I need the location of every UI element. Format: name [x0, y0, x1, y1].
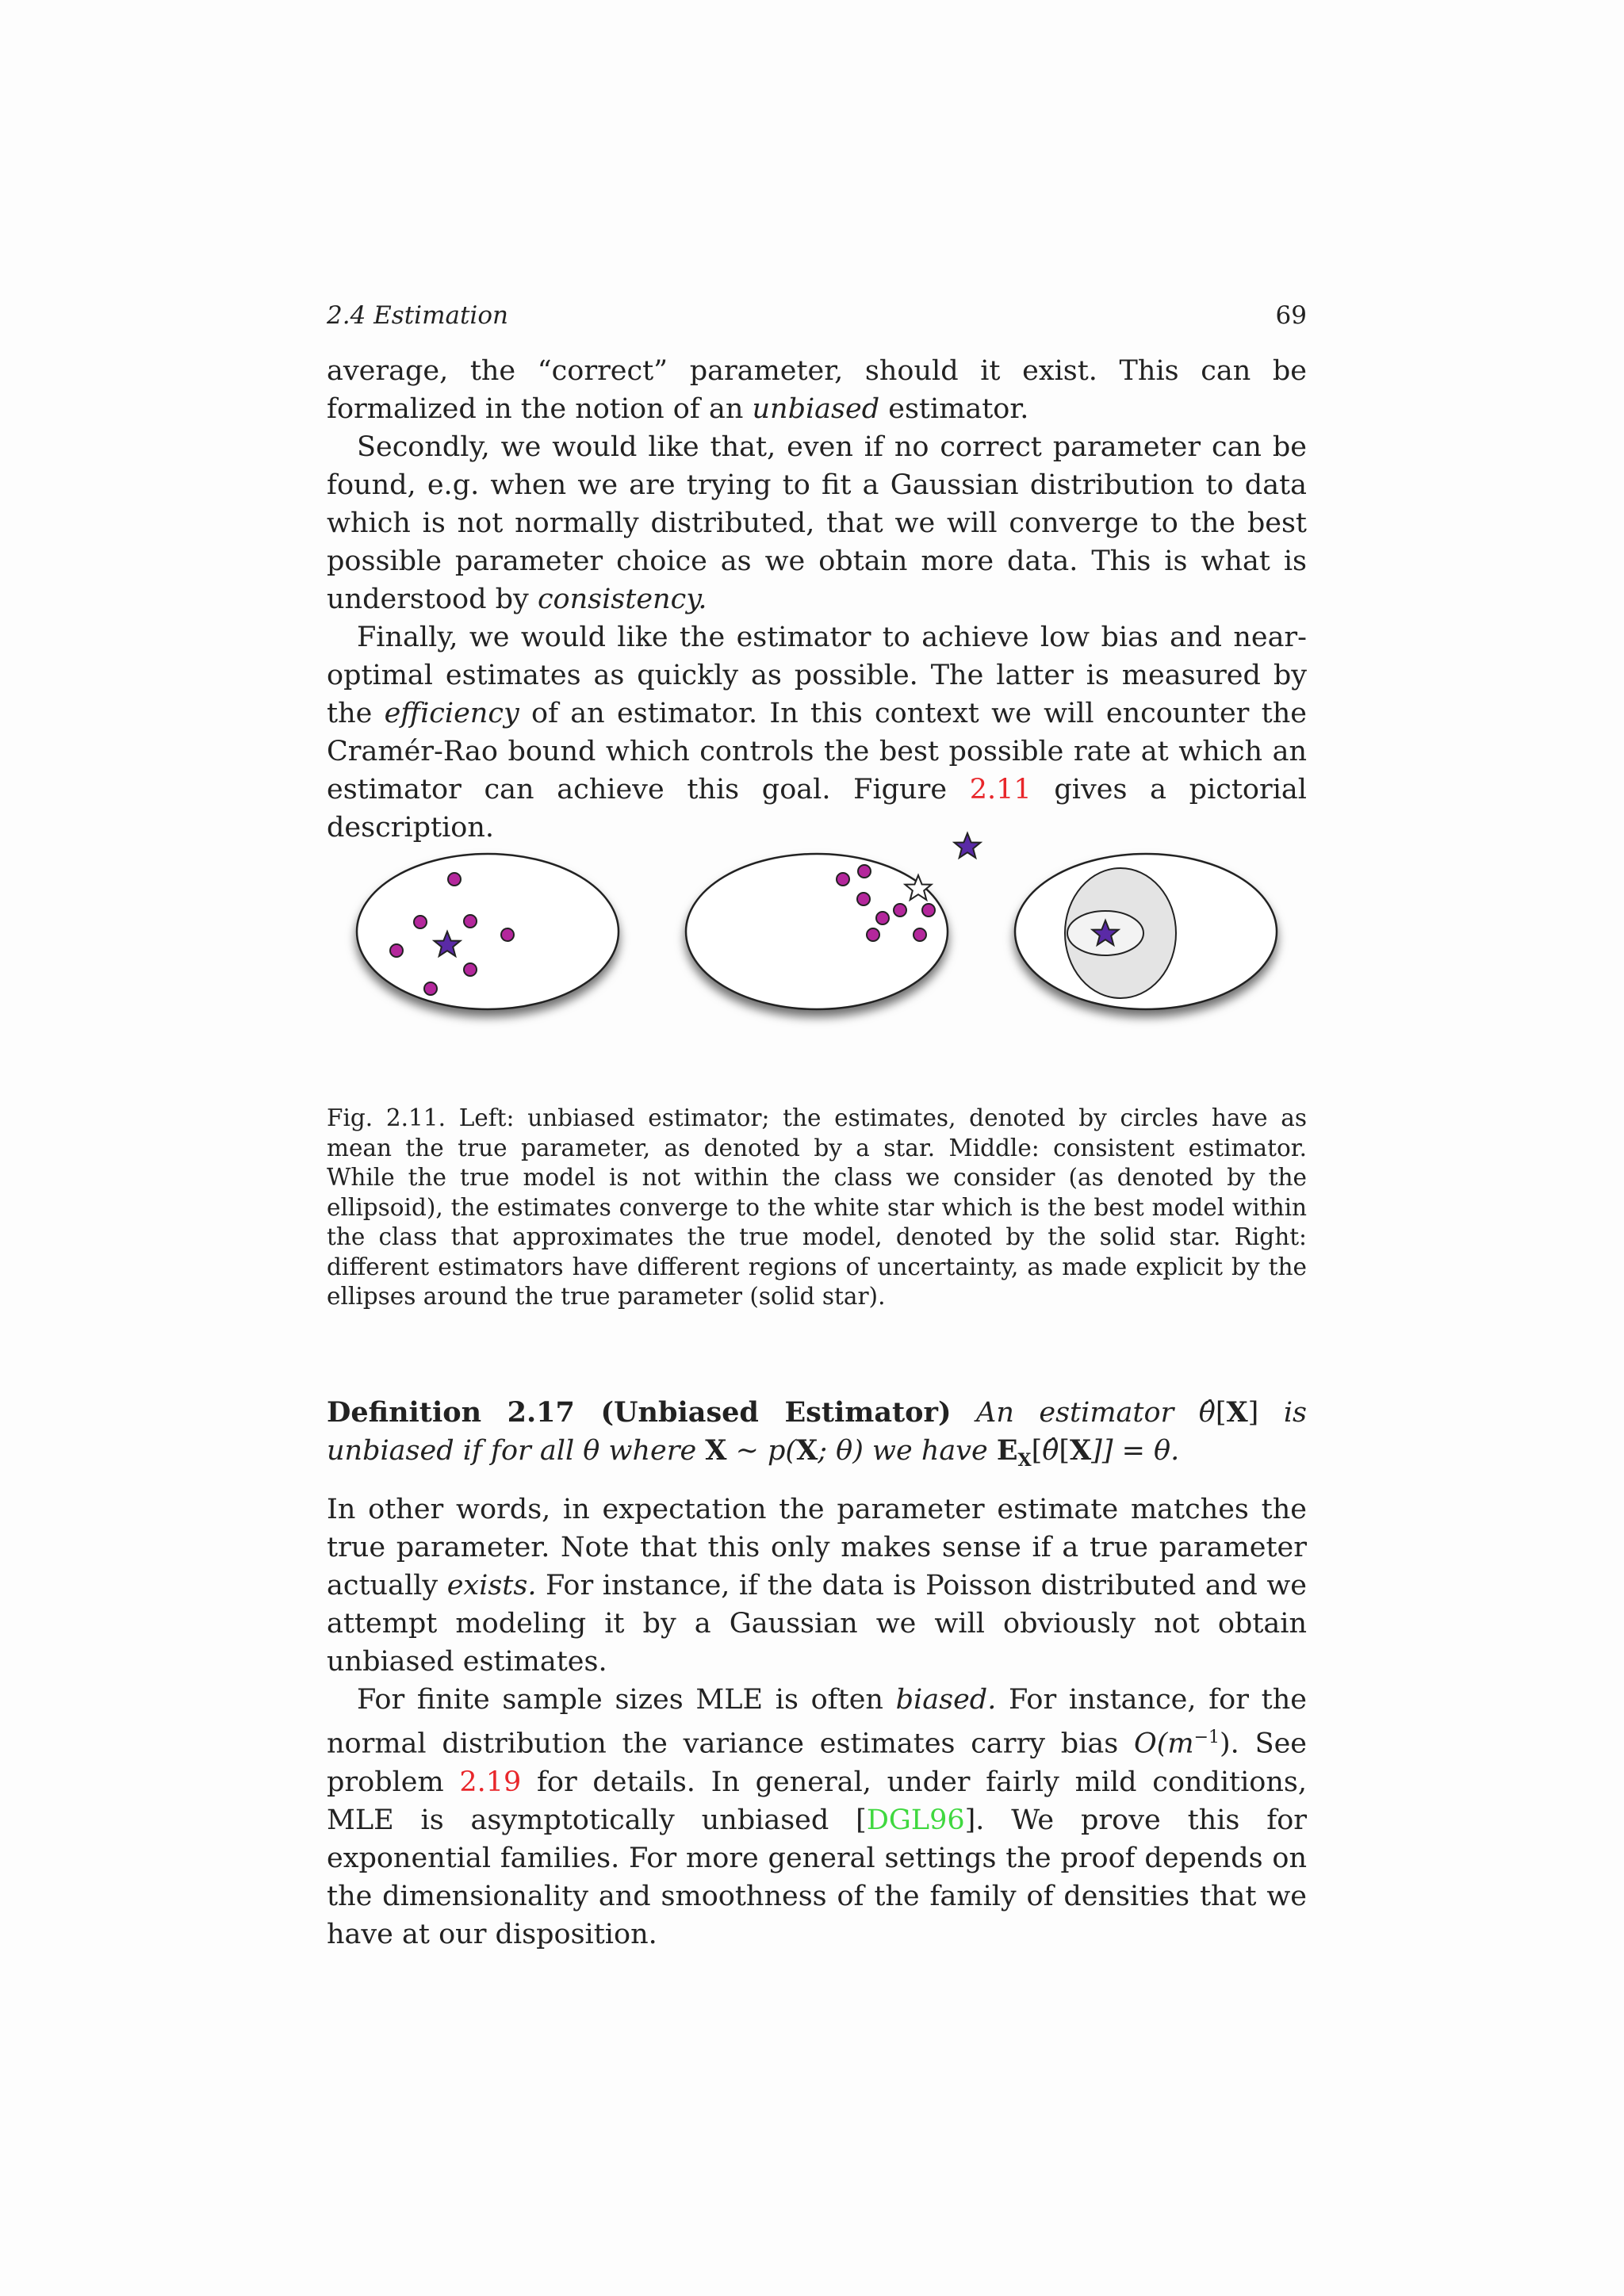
estimate-dot — [894, 904, 906, 916]
figure-reference-link[interactable]: 2.11 — [969, 774, 1032, 806]
estimate-dot — [464, 915, 477, 928]
emph-efficiency: efficiency — [384, 698, 519, 729]
paragraph-mle-bias: For finite sample sizes MLE is often biased. For instance, for the normal distribution the variance estimates carry bias $O(m^{-1})$. See problem 2.19 for details. In general, under fairly mild conditions, MLE is asymptotically unbiased [DGL96]. We prove this for exponential families. For more general settings the proof depends on the dimensionality and smoothness of the family of densities that we have at our disposition. — [327, 1684, 1307, 1950]
middle-panel-consistent — [686, 833, 981, 1009]
right-panel-efficiency — [1015, 854, 1277, 1009]
estimate-dot — [501, 928, 514, 941]
definition-heading: Definition 2.17 (Unbiased Estimator) — [327, 1396, 952, 1429]
paragraph-efficiency: Finally, we would like the estimator to achieve low bias and near-optimal estimates as quickly as possible. The latter is measured by the efficiency of an estimator. In this context we will encounter the Cramér-Rao bound which controls the best possible rate at which an estimator can achieve this goal. Figure 2.11 gives a pictorial description. — [327, 622, 1307, 844]
running-header — [327, 301, 1307, 330]
caption-text: Left: unbiased estimator; the estimates, denoted by circles have as mean the true parameter, as denoted by a star. Middle: consistent estimator. While the true model is not within the class we consider (as denoted by the ellipsoid), the estimates converge to the white star which is the best model within the class that approximates the true model, denoted by the solid star. Right: different estimators have different regions of uncertainty, as made explicit by the ellipses around the true parameter (solid star). — [327, 1104, 1307, 1310]
paragraph-consistency: Secondly, we would like that, even if no correct parameter can be found, e.g. when we are trying to fit a Gaussian distribution to data which is not normally distributed, that we will converge to the best possible parameter choice as we obtain more data. This is what is understood by consistency. — [327, 431, 1307, 615]
left-panel-unbiased — [357, 854, 619, 1009]
paragraph-expectation: In other words, in expectation the parameter estimate matches the true parameter. Note that this only makes sense if a true parameter actually exists. For instance, if the data is Poisson distributed and we attempt modeling it by a Gaussian we will obviously not obtain unbiased estimates. — [327, 1494, 1307, 1678]
estimate-dot — [837, 873, 849, 886]
definition-2-17 — [327, 1394, 1307, 1479]
body-text-top — [327, 352, 1307, 847]
estimate-dot — [857, 893, 870, 905]
figure-caption — [327, 1104, 1307, 1312]
problem-reference-link[interactable]: 2.19 — [459, 1766, 522, 1798]
model-class-ellipse — [686, 854, 948, 1009]
model-class-ellipse — [357, 854, 619, 1009]
page-number: 69 — [1275, 301, 1307, 330]
citation-link[interactable]: DGL96 — [866, 1804, 965, 1836]
estimate-dot — [414, 916, 427, 928]
estimate-dot — [858, 865, 871, 878]
figure-2-11 — [341, 821, 1293, 1058]
estimate-dot — [914, 928, 926, 941]
emph-biased: biased. — [895, 1684, 997, 1716]
estimate-dot — [876, 912, 889, 924]
estimate-dot — [867, 928, 879, 941]
definition-statement: An estimator θ̂[X] is unbiased if for all θ where X ∼ p(X; θ) we have $E_X[\thetâ[X]] = \theta$. — [327, 1396, 1307, 1471]
estimate-dot — [448, 873, 461, 886]
emph-unbiased: unbiased — [752, 393, 880, 425]
emph-consistency: consistency. — [537, 584, 707, 615]
estimate-dot — [922, 904, 935, 916]
caption-label: Fig. 2.11. — [327, 1104, 446, 1131]
emph-exists: exists. — [446, 1570, 537, 1601]
body-text-bottom — [327, 1490, 1307, 1954]
estimate-dot — [390, 944, 403, 957]
estimate-dot — [424, 982, 437, 995]
true-model-star — [955, 833, 981, 858]
estimate-dot — [464, 963, 477, 976]
paragraph-unbiased-intro: average, the “correct” parameter, should it exist. This can be formalized in the notion of an unbiased estimator. — [327, 355, 1307, 425]
section-title: 2.4 Estimation — [327, 301, 508, 330]
